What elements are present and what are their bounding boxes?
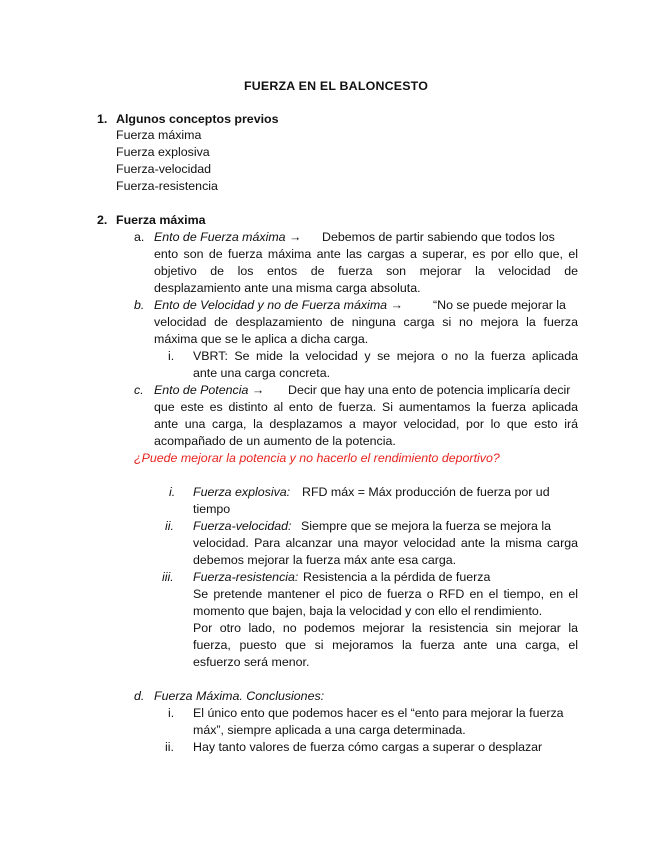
item-c-label: Ento de Potencia → bbox=[154, 383, 265, 397]
type-line: fuerza, puesto que si mejoramos la fuerza ante una carga, el bbox=[193, 638, 578, 652]
type-label: Fuerza-velocidad: bbox=[193, 519, 292, 533]
type-marker: iii. bbox=[162, 570, 174, 584]
type-label: Fuerza-resistencia: bbox=[193, 570, 299, 584]
type-line: momento que bajen, baja la velocidad y con ello el rendimiento. bbox=[193, 604, 543, 618]
conclusion-line: máx”, siempre aplicada a una carga determinada. bbox=[193, 723, 466, 737]
page-title: FUERZA EN EL BALONCESTO bbox=[244, 79, 429, 93]
concept-item: Fuerza máxima bbox=[116, 128, 202, 142]
section-1-heading: Algunos conceptos previos bbox=[116, 112, 279, 126]
item-b-label: Ento de Velocidad y no de Fuerza máxima → bbox=[154, 298, 403, 312]
item-b-marker: b. bbox=[134, 298, 145, 312]
conclusion-marker: ii. bbox=[165, 740, 174, 754]
type-line: tiempo bbox=[193, 502, 231, 516]
section-2-number: 2. bbox=[97, 213, 108, 227]
item-c-line: acompañado de un aumento de la potencia. bbox=[154, 434, 396, 448]
item-c-line: Decir que hay una ento de potencia implicaría decir bbox=[288, 383, 571, 397]
type-line: debemos mejorar la fuerza máx ante esa carga. bbox=[193, 553, 457, 567]
item-c-line: ante una carga, la desplazamos a mayor velocidad, por lo que esto irá bbox=[154, 417, 578, 431]
type-line: Resistencia a la pérdida de fuerza bbox=[303, 570, 491, 584]
question-text: ¿Puede mejorar la potencia y no hacerlo el rendimiento deportivo? bbox=[134, 451, 500, 465]
type-marker: i. bbox=[169, 485, 176, 499]
type-marker: ii. bbox=[165, 519, 174, 533]
type-line: Siempre que se mejora la fuerza se mejora la bbox=[301, 519, 551, 533]
item-a-marker: a. bbox=[134, 230, 145, 244]
item-a-line: ento son de fuerza máxima ante las cargas a superar, es por ello que, el bbox=[154, 247, 578, 261]
item-a-label: Ento de Fuerza máxima → bbox=[154, 230, 302, 244]
conclusion-marker: i. bbox=[168, 706, 175, 720]
item-d-marker: d. bbox=[134, 689, 145, 703]
item-d-label: Fuerza Máxima. Conclusiones: bbox=[154, 689, 325, 703]
item-b-line: velocidad de desplazamiento de ninguna carga si no mejora la fuerza bbox=[154, 315, 578, 329]
concept-item: Fuerza-resistencia bbox=[116, 179, 218, 193]
item-a-line: desplazamiento ante una misma carga absoluta. bbox=[154, 281, 421, 295]
item-a-line: objetivo de los entos de fuerza son mejorar la velocidad de bbox=[154, 264, 578, 278]
type-line: Por otro lado, no podemos mejorar la resistencia sin mejorar la bbox=[193, 621, 578, 635]
item-b-sub-line: VBRT: Se mide la velocidad y se mejora o no la fuerza aplicada bbox=[193, 349, 578, 363]
item-b-line: “No se puede mejorar la bbox=[433, 298, 566, 312]
type-label: Fuerza explosiva: bbox=[193, 485, 291, 499]
concept-item: Fuerza explosiva bbox=[116, 145, 210, 159]
item-b-sub-line: ante una carga concreta. bbox=[193, 366, 331, 380]
item-a-line: Debemos de partir sabiendo que todos los bbox=[322, 230, 555, 244]
concept-item: Fuerza-velocidad bbox=[116, 162, 212, 176]
conclusion-line: El único ento que podemos hacer es el “ento para mejorar la fuerza bbox=[193, 706, 564, 720]
item-b-sub-marker: i. bbox=[168, 349, 175, 363]
section-2-heading: Fuerza máxima bbox=[116, 213, 206, 227]
type-line: esfuerzo será menor. bbox=[193, 655, 310, 669]
item-c-marker: c. bbox=[134, 383, 144, 397]
type-line: RFD máx = Máx producción de fuerza por ud bbox=[302, 485, 550, 499]
section-1-number: 1. bbox=[97, 112, 108, 126]
item-c-line: que este es distinto al ento de fuerza. Si aumentamos la fuerza aplicada bbox=[154, 400, 578, 414]
type-line: Se pretende mantener el pico de fuerza o RFD en el tiempo, en el bbox=[193, 587, 578, 601]
conclusion-line: Hay tanto valores de fuerza cómo cargas a superar o desplazar bbox=[193, 740, 543, 754]
item-b-line: máxima que se le aplica a dicha carga. bbox=[154, 332, 369, 346]
type-line: velocidad. Para alcanzar una mayor velocidad ante la misma carga bbox=[193, 536, 578, 550]
